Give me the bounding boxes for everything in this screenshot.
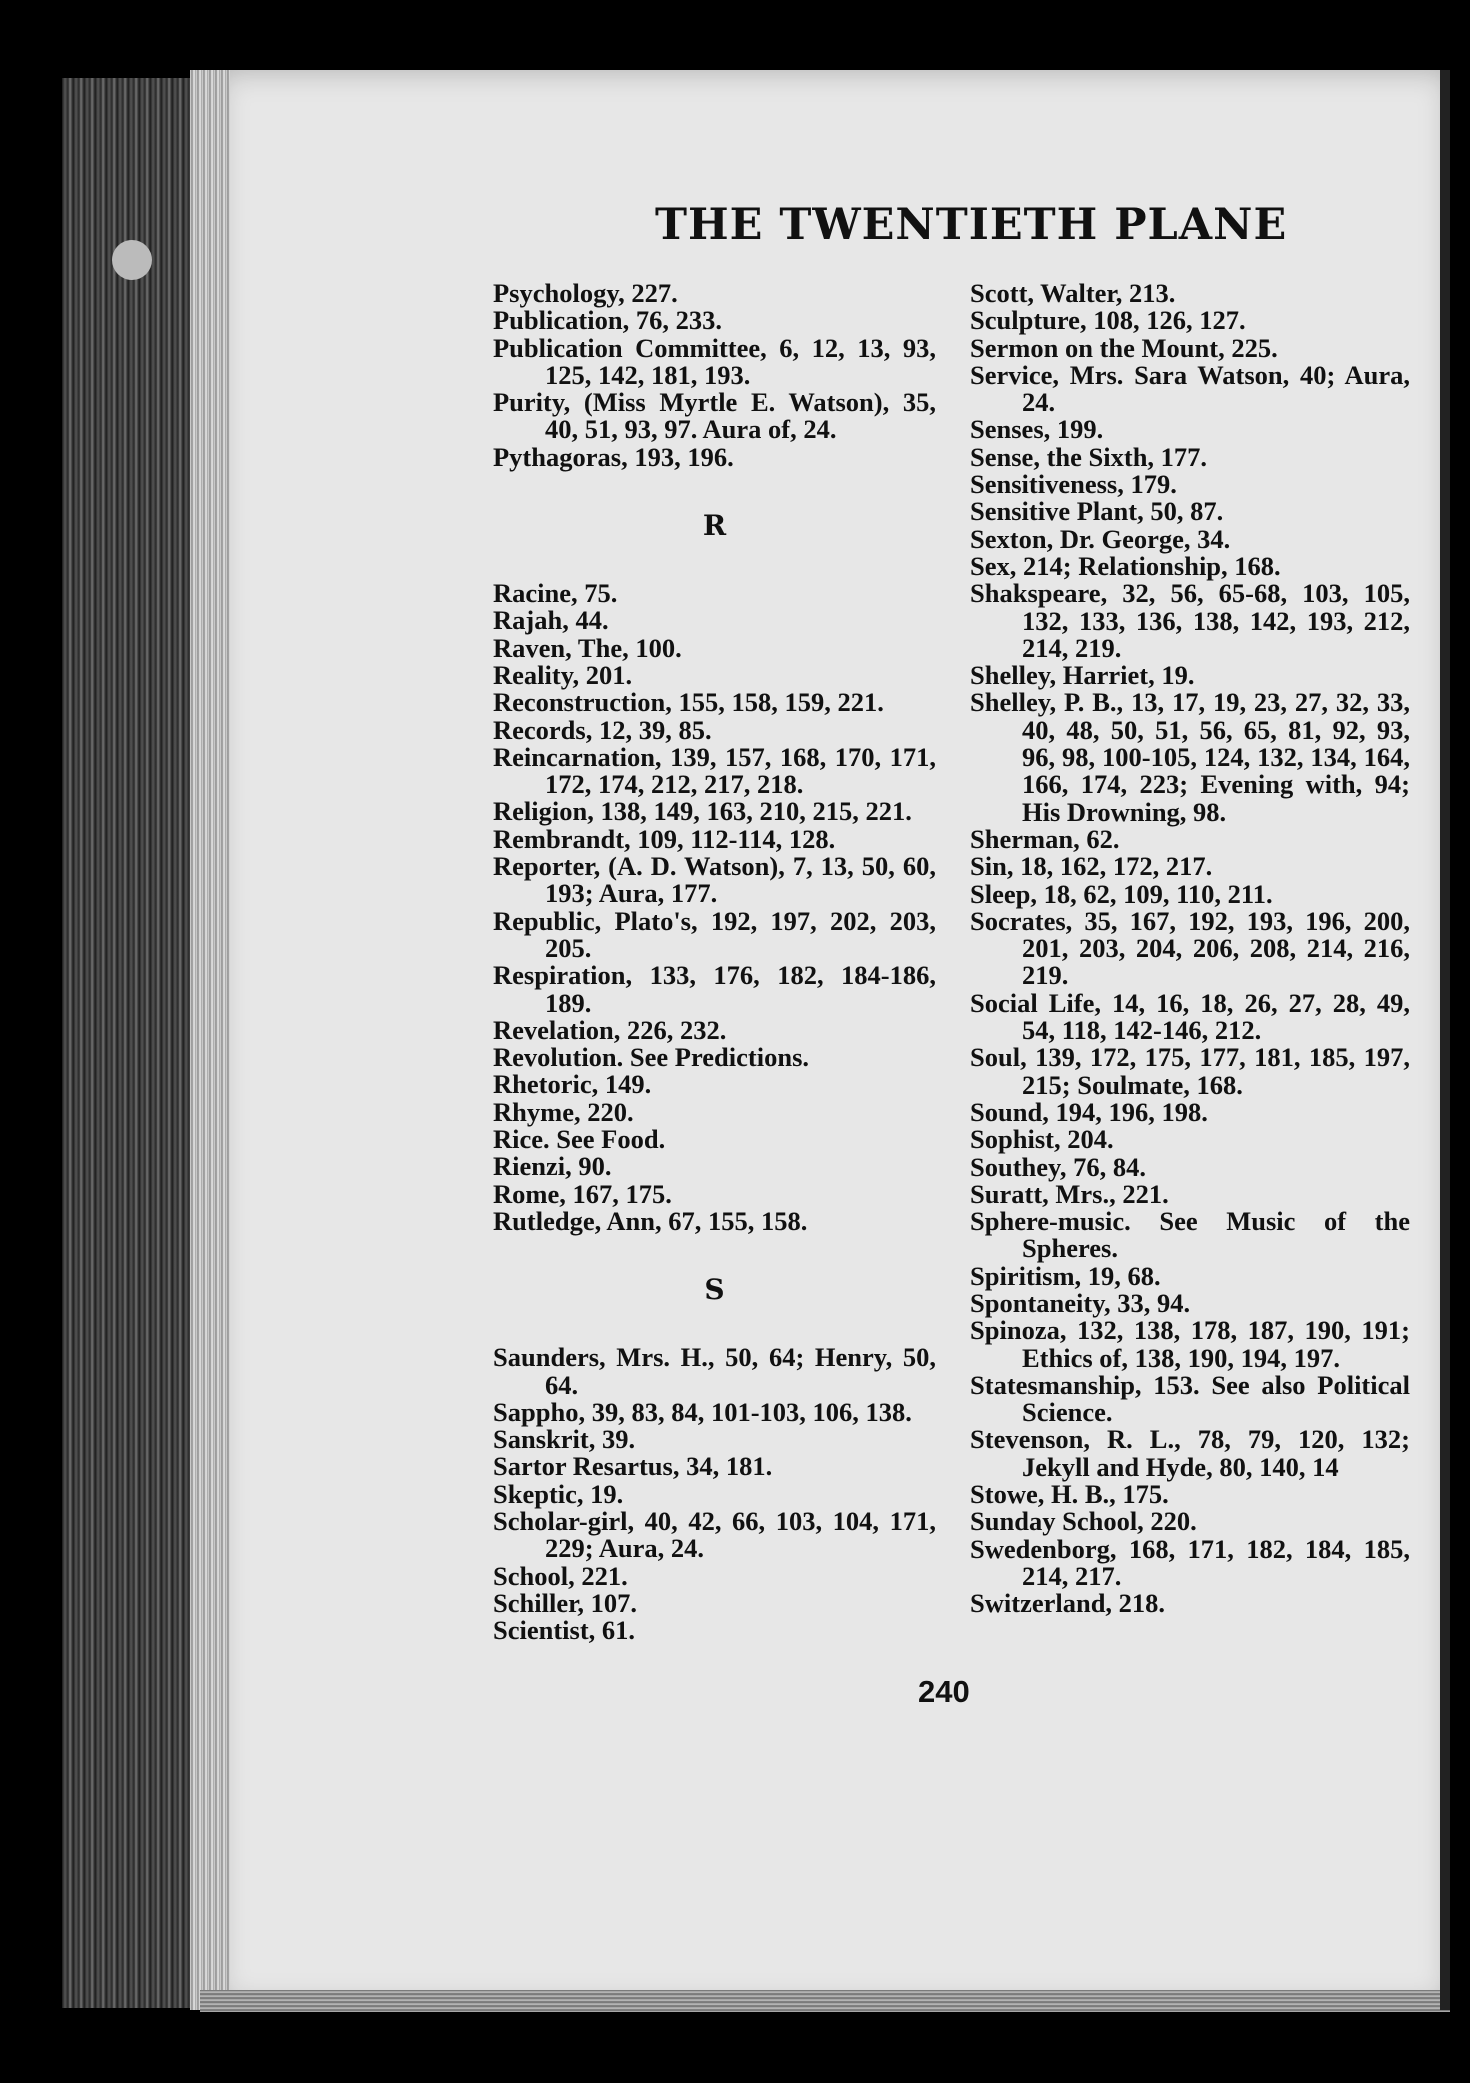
index-entry: Sin, 18, 162, 172, 217. [970,851,1213,882]
index-entry: Rembrandt, 109, 112-114, 128. [493,823,836,854]
page-right-edge [1440,70,1450,2010]
index-entry: Swedenborg, 168, 171, 182, 184, 185, 214, 217. [970,1533,1410,1591]
index-entry: Sartor Resartus, 34, 181. [493,1451,773,1482]
index-entry: Sphere-music. See Music of the Spheres. [970,1206,1410,1264]
page-stack-edge [190,70,230,2010]
index-entry: Senses, 199. [970,414,1104,445]
index-entry: Statesmanship, 153. See also Political Science. [970,1369,1410,1428]
index-entry: Revolution. See Predictions. [493,1042,810,1073]
index-entry: Rice. See Food. [493,1124,666,1155]
index-entry: Switzerland, 218. [970,1588,1166,1619]
index-entry: Shelley, Harriet, 19. [970,660,1195,691]
index-entry: Shakspeare, 32, 56, 65-68, 103, 105, 132, 133, 136, 138, 142, 193, 212, 214, 219. [970,578,1410,663]
running-title: THE TWENTIETH PLANE [655,200,1288,250]
index-entry: Pythagoras, 193, 196. [493,441,734,472]
index-entry: Spontaneity, 33, 94. [970,1287,1191,1318]
index-entry: Sanskrit, 39. [493,1424,636,1455]
index-entry: Sense, the Sixth, 177. [970,441,1208,472]
index-entry: Sound, 194, 196, 198. [970,1096,1208,1127]
index-entry: Raven, The, 100. [493,632,682,663]
index-entry: School, 221. [493,1560,628,1591]
page-bottom-edge [200,1990,1450,2012]
index-entry: Social Life, 14, 16, 18, 26, 27, 28, 49, 54, 118, 142-146, 212. [970,987,1410,1046]
index-entry: Sleep, 18, 62, 109, 110, 211. [970,878,1273,909]
index-entry: Sappho, 39, 83, 84, 101-103, 106, 138. [493,1396,912,1427]
index-entry: Rome, 167, 175. [493,1178,672,1209]
index-entry: Scott, Walter, 213. [970,278,1176,308]
index-entry: Religion, 138, 149, 163, 210, 215, 221. [493,796,912,827]
index-entry: Socrates, 35, 167, 192, 193, 196, 200, 201, 203, 204, 206, 208, 214, 216, 219. [970,905,1410,991]
index-entry: Reconstruction, 155, 158, 159, 221. [493,687,884,718]
index-entry: Psychology, 227. [493,278,678,308]
index-entry: Shelley, P. B., 13, 17, 19, 23, 27, 32, 33, 40, 48, 50, 51, 56, 65, 81, 92, 93, 96, 98, 100-105, 124, 132, 134, 164, 166, 174, 223; Evening with, 94; His Drowning, 98. [970,687,1410,827]
index-entry: Publication, 76, 233. [493,305,722,336]
index-entry: Sermon on the Mount, 225. [970,332,1278,363]
index-entry: Sculpture, 108, 126, 127. [970,305,1246,336]
index-entry: Records, 12, 39, 85. [493,714,712,745]
index-entry: Rienzi, 90. [493,1151,612,1182]
index-entry: Sexton, Dr. George, 34. [970,523,1231,554]
index-entry: Racine, 75. [493,578,618,609]
index-column-right [970,280,1410,1618]
index-entry: Scholar-girl, 40, 42, 66, 103, 104, 171, 229; Aura, 24. [493,1505,936,1564]
index-entry: Spiritism, 19, 68. [970,1260,1161,1291]
index-entry: Republic, Plato's, 192, 197, 202, 203, 205. [493,905,936,963]
section-letter: R [702,509,727,543]
index-entry: Rhetoric, 149. [493,1069,652,1100]
index-entry: Purity, (Miss Myrtle E. Watson), 35, 40, 51, 93, 97. Aura of, 24. [493,387,936,445]
index-entry: Sex, 214; Relationship, 168. [970,550,1281,581]
page-number: 240 [918,1674,970,1709]
index-entry: Southey, 76, 84. [970,1151,1146,1182]
index-entry: Sophist, 204. [970,1124,1114,1155]
index-entry: Reality, 201. [493,659,633,690]
index-entry: Respiration, 133, 176, 182, 184-186, 189. [493,960,936,1018]
index-entry: Rajah, 44. [493,605,609,636]
index-entry: Stevenson, R. L., 78, 79, 120, 132; Jekyll and Hyde, 80, 140, 14 [970,1424,1410,1482]
index-entry: Skeptic, 19. [493,1478,624,1509]
index-column-left [493,280,936,1644]
index-entry: Schiller, 107. [493,1587,638,1618]
index-entry: Rhyme, 220. [493,1096,634,1127]
section-letter: S [704,1273,725,1307]
index-entry: Publication Committee, 6, 12, 13, 93, 125, 142, 181, 193. [493,332,936,390]
index-entry: Scientist, 61. [493,1615,636,1646]
index-entry: Rutledge, Ann, 67, 155, 158. [493,1205,808,1236]
index-entry: Stowe, H. B., 175. [970,1479,1169,1510]
paper-blemish [112,240,152,280]
index-entry: Service, Mrs. Sara Watson, 40; Aura, 24. [970,359,1410,418]
index-entry: Revelation, 226, 232. [493,1014,727,1045]
index-entry: Sensitive Plant, 50, 87. [970,496,1224,527]
index-entry: Sunday School, 220. [970,1506,1197,1537]
index-entry: Sherman, 62. [970,823,1120,854]
index-entry: Sensitiveness, 179. [970,469,1177,500]
index-entry: Saunders, Mrs. H., 50, 64; Henry, 50, 64. [493,1342,936,1400]
index-entry: Reporter, (A. D. Watson), 7, 13, 50, 60, 193; Aura, 177. [493,851,936,909]
index-entry: Spinoza, 132, 138, 178, 187, 190, 191; Ethics of, 138, 190, 194, 197. [970,1315,1410,1373]
index-entry: Soul, 139, 172, 175, 177, 181, 185, 197, 215; Soulmate, 168. [970,1042,1410,1100]
index-entry: Reincarnation, 139, 157, 168, 170, 171, 172, 174, 212, 217, 218. [493,741,936,800]
index-entry: Suratt, Mrs., 221. [970,1178,1169,1209]
